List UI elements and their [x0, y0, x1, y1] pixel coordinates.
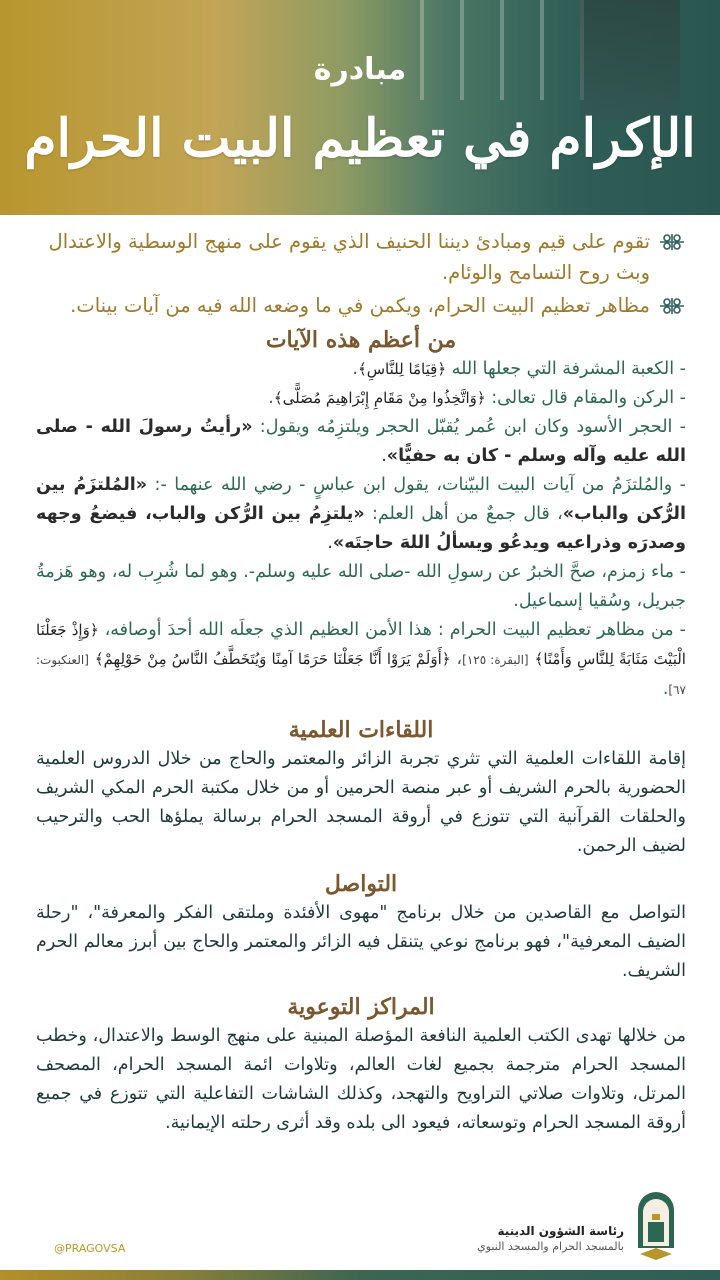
- sign-text: - الكعبة المشرفة التي جعلها الله: [446, 359, 686, 379]
- awareness-body: من خلالها تهدى الكتب العلمية النافعة المؤصلة المبنية على منهج الوسط والاعتدال، وخطب المسجد الحرام مترجمة بجميع لغات العالم، وتلاوات ائمة المسجد الحرام، المصحف المرتل، وتلاوات صلاتي التراويح والتهجد، وكذلك الشاشات التفاعلية التي تتوزع في جميع أروقة المسجد الحرام وتوسعاته، فيعود الى بلده وقد أثرى رحلته الإيمانية.: [36, 1026, 686, 1133]
- sign-item-kaaba: [36, 355, 686, 384]
- verse-reference: [العنكبوت: ٦٧]: [36, 653, 686, 697]
- sign-item-rukn-maqam: [36, 384, 686, 413]
- footer-gradient-bar: [0, 1270, 720, 1280]
- initiative-label: مبادرة: [313, 52, 407, 87]
- awareness-heading: المراكز التوعوية: [287, 994, 435, 1020]
- sign-item-security: - من مظاهر تعظيم البيت الحرام : هذا الأمن العظيم الذي جعلَه الله أحدَ أوصافه، ﴿وَإِذْ جَعَلْنَا الْبَيْتَ مَثَابَةً لِلنَّاسِ وَأَمْنًا﴾ [البقرة: ١٢٥]، ﴿أَوَلَمْ يَرَوْا أَنَّا جَعَلْنَا حَرَمًا آمِنًا وَيُتَخَطَّفُ النَّاسُ مِنْ حَوْلِهِمْ﴾ [العنكبوت: ٦٧].: [36, 620, 686, 699]
- quran-verse: ﴿قِيَامًا لِلنَّاسِ﴾: [357, 360, 447, 378]
- verse-reference: [البقرة: ١٢٥]: [462, 653, 529, 667]
- sign-text: - الحجر الأسود وكان ابن عُمر يُقبّل الحجر ويلتزِمُه ويقول:: [252, 417, 686, 437]
- scholarly-heading: اللقاءات العلمية: [288, 717, 434, 743]
- punct: .: [268, 388, 274, 408]
- social-handle: @PRAGOVSA: [54, 1242, 126, 1255]
- intro-bullet: [36, 226, 686, 288]
- org-name-line1: رئاسة الشؤون الدينية: [497, 1224, 624, 1238]
- intro-bullet-text: مظاهر تعظيم البيت الحرام، ويكمن في ما وضعه الله فيه من آيات بينات.: [70, 294, 650, 317]
- initiative-title: الإكرام في تعظيم البيت الحرام: [24, 108, 696, 169]
- sign-text: - من مظاهر تعظيم البيت الحرام : هذا الأمن العظيم الذي جعلَه الله أحدَ أوصافه،: [104, 620, 686, 640]
- quran-verse: ﴿أَوَلَمْ يَرَوْا أَنَّا جَعَلْنَا حَرَمًا آمِنًا وَيُتَخَطَّفُ النَّاسُ مِنْ حَوْلِهِمْ﴾: [94, 650, 451, 668]
- header-banner: [0, 0, 720, 215]
- punct: .: [352, 359, 358, 379]
- hadith-quote: «المُلتزَمُ بين الرُّكن والباب»: [36, 475, 686, 524]
- intro-bullet-text: تقوم على قيم ومبادئ ديننا الحنيف الذي يقوم على منهج الوسطية والاعتدال وبث روح التسامح والوئام.: [48, 230, 650, 284]
- sign-text: - الركن والمقام قال تعالى:: [485, 388, 686, 408]
- quran-verse: ﴿وَاتَّخِذُوا مِنْ مَقَامِ إِبْرَاهِيمَ مُصَلًّى﴾: [273, 389, 486, 407]
- sign-item-black-stone: [36, 413, 686, 471]
- quran-verse: ﴿وَإِذْ جَعَلْنَا الْبَيْتَ مَثَابَةً لِلنَّاسِ وَأَمْنًا﴾: [36, 621, 686, 668]
- sign-text: - والمُلتزَمُ من آيات البيت البيّنات، يقول ابن عباسٍ - رضي الله عنهما -:: [147, 475, 686, 495]
- intro-bullet: [36, 290, 686, 321]
- presidency-logo-icon: [634, 1188, 678, 1262]
- punct: .: [381, 446, 387, 466]
- arabesque-ornament-icon: [658, 232, 686, 252]
- main-content: [36, 226, 686, 1138]
- sign-item-zamzam: - ماء زمزم، صحَّ الخبرُ عن رسولِ الله -صلى الله عليه وسلم-. وهو لما شُرِب له، وهو هَزمةُ جبريل، وسُقيا إسماعيل.: [36, 562, 686, 611]
- communication-heading: التواصل: [324, 871, 398, 897]
- hadith-quote: «يلتزِمُ بين الرُّكن والباب، فيضعُ وجهه وصدرَه وذراعيه ويدعُو ويسألُ اللهَ حاجتَه»: [36, 504, 686, 553]
- scholarly-body: إقامة اللقاءات العلمية التي تثري تجربة الزائر والمعتمر والحاج من خلال الدروس العلمية الحضورية بالحرم الشريف أو عبر منصة الحرمين أو من خلال مكتبة الحرم المكي الشريف والحلقات القرآنية التي تتوزع في أروقة المسجد الحرام برسالة يملؤها الحب والترحيب لضيف الرحمن.: [36, 749, 686, 856]
- org-name-line2: بالمسجد الحرام والمسجد النبوي: [477, 1240, 624, 1253]
- organization-name: [477, 1224, 624, 1253]
- arabesque-ornament-icon: [658, 296, 686, 316]
- punct: .: [327, 533, 333, 553]
- sign-text: ، قال جمعٌ من أهل العلم:: [364, 504, 563, 524]
- sign-item-multazam: [36, 471, 686, 558]
- communication-body: التواصل مع القاصدين من خلال برنامج "مهوى الأفئدة وملتقى الفكر والمعرفة"، "رحلة الضيف المعرفية"، فهو برنامج نوعي يتنقل فيه الزائر والمعتمر والحاج بين أبرز معالم الحرم الشريف.: [36, 903, 686, 981]
- signs-heading: من أعظم هذه الآيات: [265, 327, 457, 353]
- hadith-quote: «رأيتُ رسولَ الله - صلى الله عليه وآله وسلم - كان به حفيًّا»: [36, 417, 686, 466]
